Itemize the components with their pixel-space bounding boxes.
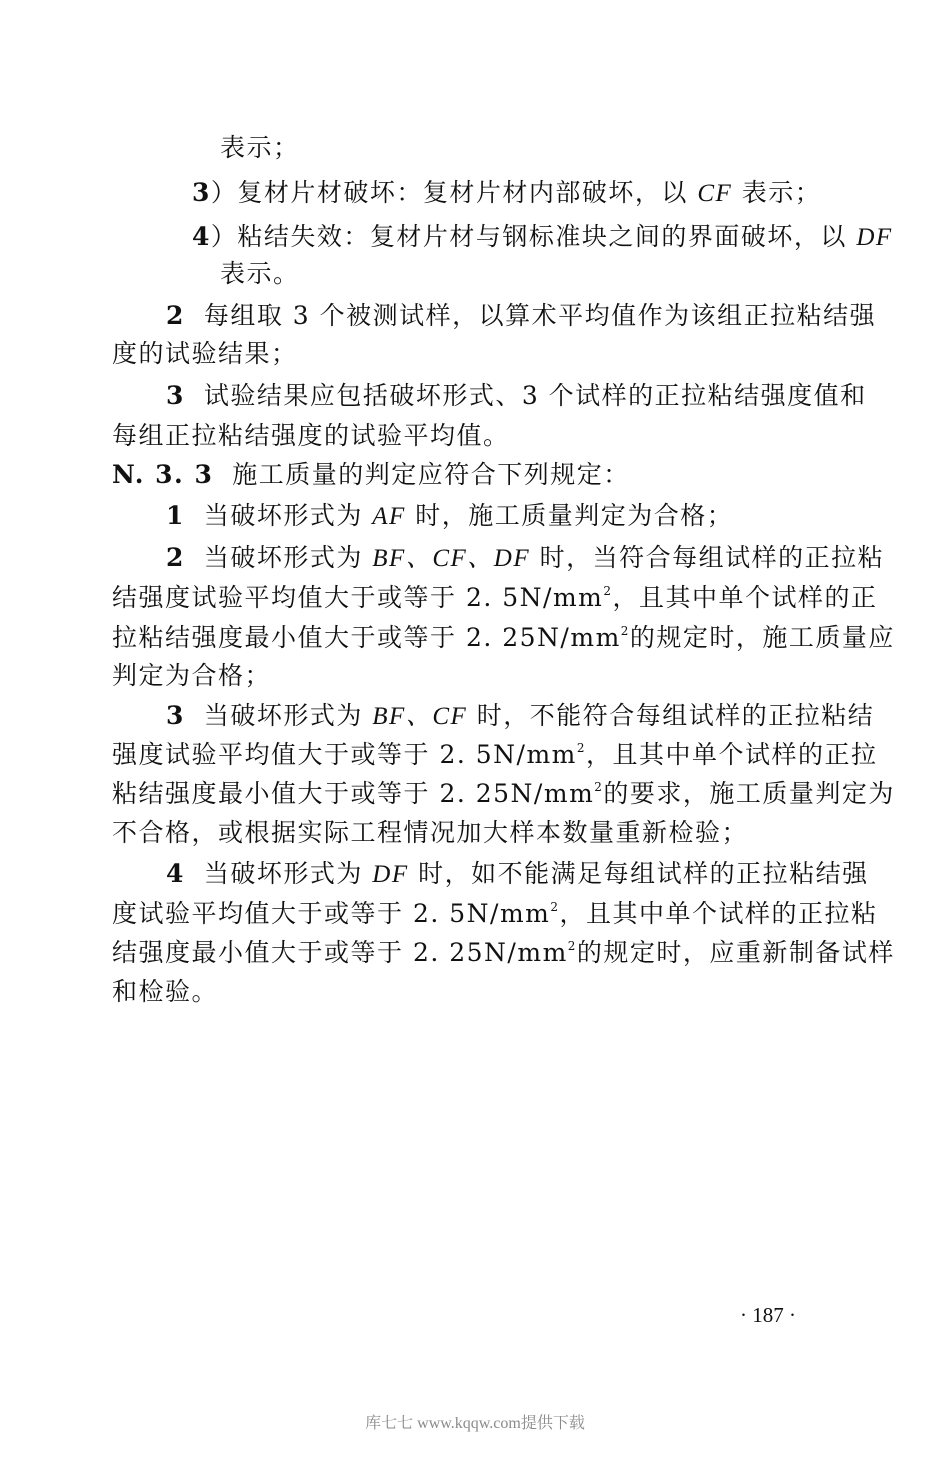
watermark-text: 库七七 www.kqqw.com提供下载 xyxy=(365,1415,585,1432)
text-line: 度的试验结果； xyxy=(112,339,298,368)
rule-1: 1 当破坏形式为 AF 时，施工质量判定为合格； xyxy=(166,501,734,530)
list-item-4-df: 4）粘结失效：复材片材与钢标准块之间的界面破坏，以 DF xyxy=(192,222,893,251)
text-line: 度试验平均值大于或等于 2. $5N/mm^2$，且其中单个试样的正拉粘 xyxy=(112,899,878,928)
text-line: 结强度试验平均值大于或等于 2. $5N/mm^2$，且其中单个试样的正 xyxy=(112,583,878,612)
text-line: 拉粘结强度最小值大于或等于 2. $25N/mm^2$的规定时，施工质量应 xyxy=(112,623,895,652)
text-line: 表示。 xyxy=(220,259,300,288)
text-line: 不合格，或根据实际工程情况加大样本数量重新检验； xyxy=(112,818,749,847)
clause-2: 2 每组取 3 个被测试样，以算术平均值作为该组正拉粘结强 xyxy=(166,301,877,330)
clause-3: 3 试验结果应包括破坏形式、3 个试样的正拉粘结强度值和 xyxy=(166,381,867,410)
rule-3: 3 当破坏形式为 BF、CF 时，不能符合每组试样的正拉粘结 xyxy=(166,701,875,730)
page-number: · 187 · xyxy=(740,1303,796,1327)
text-line: 每组正拉粘结强度的试验平均值。 xyxy=(112,421,510,450)
text-line: 粘结强度最小值大于或等于 2. $25N/mm^2$的要求，施工质量判定为 xyxy=(112,779,895,808)
section-heading-n33: N. 3. 3 施工质量的判定应符合下列规定： xyxy=(112,460,630,489)
text-line: 和检验。 xyxy=(112,977,219,1006)
list-item-3-cf: 3）复材片材破坏：复材片材内部破坏，以 CF 表示； xyxy=(192,178,822,207)
rule-2: 2 当破坏形式为 BF、CF、DF 时，当符合每组试样的正拉粘 xyxy=(166,543,885,572)
text-line: 表示； xyxy=(220,133,300,162)
text-line: 强度试验平均值大于或等于 2. $5N/mm^2$，且其中单个试样的正拉 xyxy=(112,740,878,769)
text-line: 判定为合格； xyxy=(112,661,272,690)
rule-4: 4 当破坏形式为 DF 时，如不能满足每组试样的正拉粘结强 xyxy=(166,859,869,888)
text-line: 结强度最小值大于或等于 2. $25N/mm^2$的规定时，应重新制备试样 xyxy=(112,938,895,967)
